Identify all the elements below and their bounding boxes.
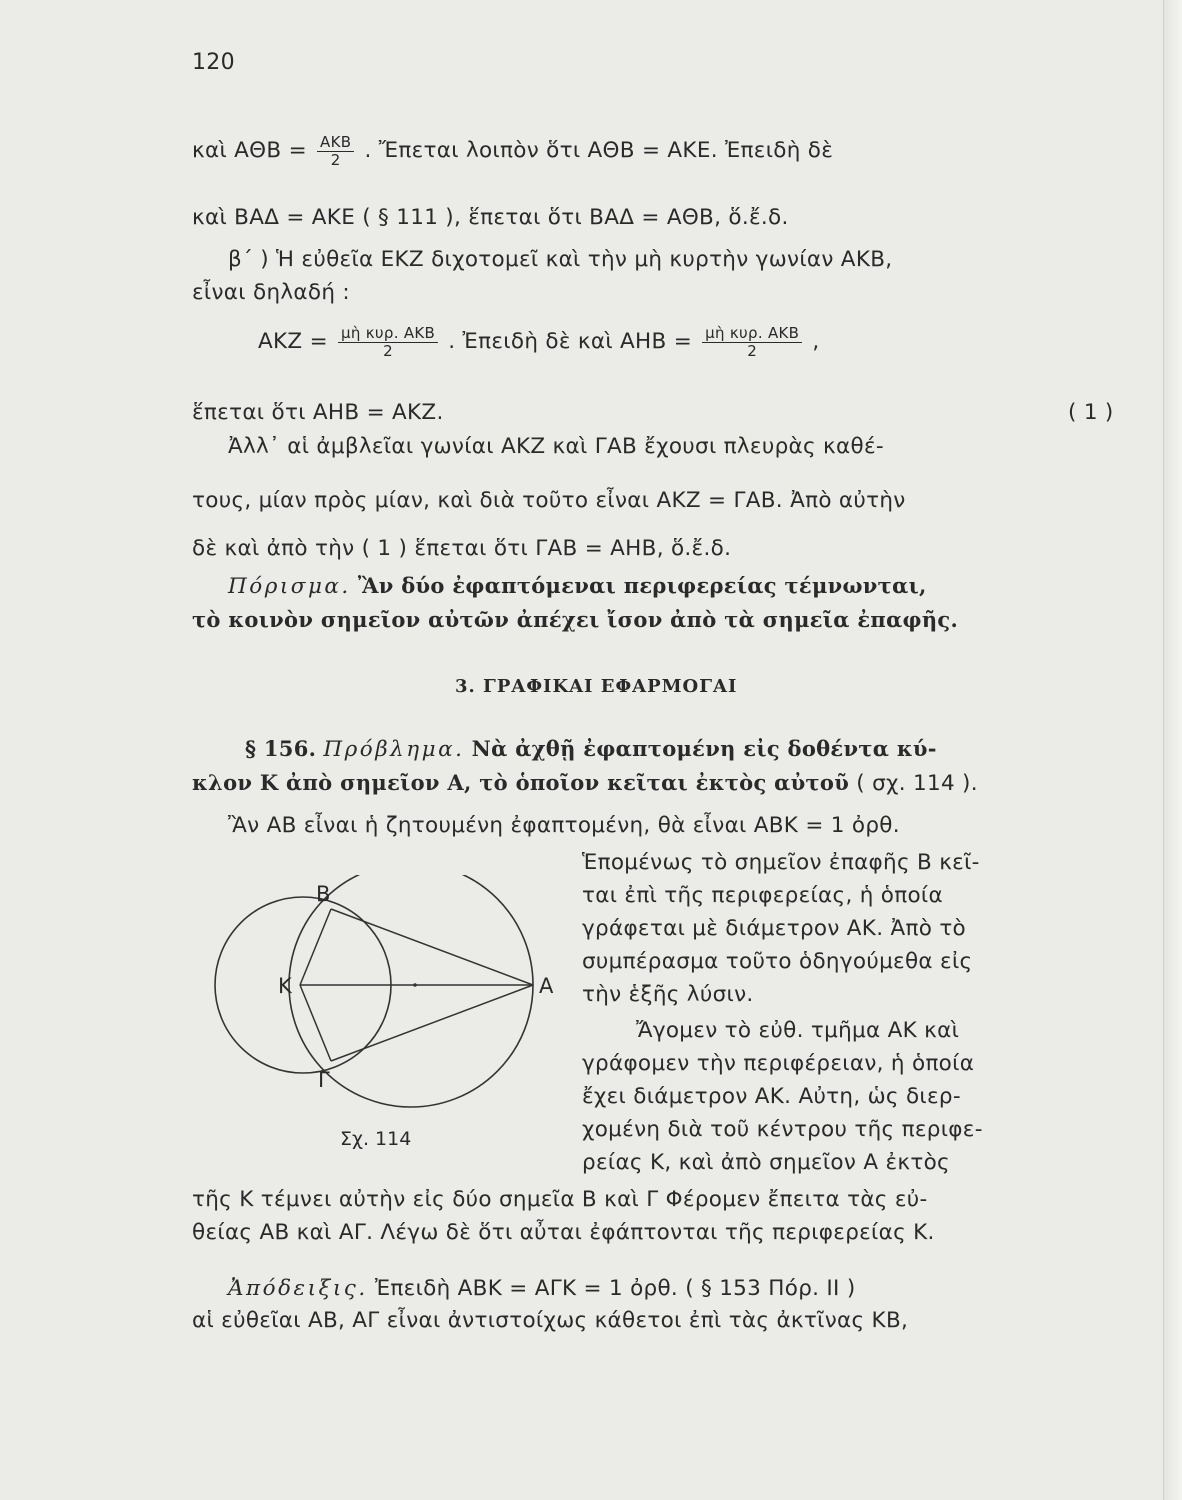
text-line-12 (245, 736, 937, 762)
section-heading: 3. ΓΡΑΦΙΚΑΙ ΕΦΑΡΜΟΓΑΙ (455, 676, 738, 697)
problem-text-2: κλον Κ ἀπὸ σημεῖον Α, τὸ ὁποῖον κεῖται ἐκτὸς αὐτοῦ (192, 770, 850, 795)
page-edge (1163, 0, 1182, 1500)
text-line-14: Ἂν ΑΒ εἶναι ἡ ζητουμένη ἐφαπτομένη, θὰ εἶναι ΑΒΚ = 1 ὀρθ. (228, 813, 900, 838)
radius-kg (300, 985, 331, 1061)
text-line-18: αἱ εὐθεῖαι ΑΒ, ΑΓ εἶναι ἀντιστοίχως κάθετοι ἐπὶ τὰς ἀκτῖνας ΚΒ, (192, 1308, 909, 1333)
text-line-16: θείας ΑΒ καὶ ΑΓ. Λέγω δὲ ὅτι αὖται ἐφάπτονται τῆς περιφερείας Κ. (192, 1220, 935, 1245)
line-5-part-b: . Ἐπειδὴ δὲ καὶ ΑΗΒ = (448, 329, 693, 354)
right-col-line-7: γράφομεν τὴν περιφέρειαν, ἡ ὁποία (582, 1051, 975, 1076)
right-col-line-4: συμπέρασμα τοῦτο ὁδηγούμεθα εἰς (582, 949, 973, 974)
problem-label: Πρόβλημα. (323, 737, 465, 762)
fraction-2-denominator: 2 (747, 341, 758, 360)
problem-text-1: Νὰ ἀχθῇ ἐφαπτομένη εἰς δοθέντα κύ- (471, 736, 937, 761)
text-line-3: β΄ ) Ἡ εὐθεῖα ΕΚΖ διχοτομεῖ καὶ τὴν μὴ κυρτὴν γωνίαν ΑΚΒ, (228, 247, 893, 272)
figure-114 (208, 875, 568, 1115)
right-col-line-8: ἔχει διάμετρον ΑΚ. Αὐτη, ὡς διερ- (582, 1084, 961, 1109)
tangent-ab (331, 909, 533, 985)
page-number: 120 (192, 50, 235, 75)
corollary-label: Πόρισμα. (228, 574, 351, 599)
label-g: Γ (318, 1068, 330, 1092)
line-1-part-b: . Ἔπεται λοιπὸν ὅτι ΑΘΒ = ΑΚΕ. Ἐπειδὴ δὲ (364, 138, 834, 163)
center-point (413, 983, 417, 987)
fraction-1-denominator: 2 (383, 341, 393, 360)
line-1-part-a: καὶ ΑΘΒ = (192, 138, 307, 163)
line-5-part-c: , (812, 329, 820, 354)
right-col-line-9: χομένη διὰ τοῦ κέντρου τῆς περιφε- (582, 1117, 983, 1142)
fraction-2 (702, 325, 802, 359)
fraction-numerator: ΑΚΒ (317, 134, 354, 152)
equation-ref-1: ( 1 ) (1068, 400, 1114, 425)
right-col-line-3: γράφεται μὲ διάμετρον ΑΚ. Ἀπὸ τὸ (582, 916, 967, 941)
text-line-5 (258, 325, 820, 359)
text-line-9: δὲ καὶ ἀπὸ τὴν ( 1 ) ἕπεται ὅτι ΓΑΒ = ΑΗΒ, ὅ.ἔ.δ. (192, 536, 732, 561)
text-line-10 (228, 573, 927, 599)
label-k: Κ (278, 974, 292, 998)
fraction-1-numerator: μὴ κυρ. ΑΚΒ (338, 325, 438, 343)
line-5-part-a: ΑΚΖ = (258, 329, 328, 354)
right-col-line-1: Ἑπομένως τὸ σημεῖον ἐπαφῆς Β κεῖ- (582, 850, 980, 875)
fraction-akb-2 (317, 134, 354, 168)
text-line-13 (192, 770, 978, 796)
fraction-2-numerator: μὴ κυρ. ΑΚΒ (702, 325, 802, 343)
text-line-4: εἶναι δηλαδή : (192, 280, 350, 305)
proof-text: Ἐπειδὴ ΑΒΚ = ΑΓΚ = 1 ὀρθ. ( § 153 Πόρ. ΙΙ ) (374, 1276, 856, 1301)
radius-kb (300, 909, 331, 985)
right-col-line-2: ται ἐπὶ τῆς περιφερείας, ἡ ὁποία (582, 883, 943, 908)
text-line-1 (192, 134, 833, 168)
label-b: Β (316, 882, 331, 906)
label-a: Α (539, 974, 554, 998)
right-col-line-10: ρείας Κ, καὶ ἀπὸ σημεῖον Α ἐκτὸς (582, 1150, 950, 1175)
right-col-line-5: τὴν ἑξῆς λύσιν. (582, 982, 754, 1007)
paragraph-number: § 156. (245, 736, 317, 761)
figure-reference: ( σχ. 114 ). (856, 771, 978, 796)
proof-label: Ἀπόδειξις. (228, 1276, 368, 1301)
right-col-line-6: Ἄγομεν τὸ εὐθ. τμῆμα ΑΚ καὶ (636, 1018, 960, 1043)
figure-caption: Σχ. 114 (340, 1128, 412, 1150)
tangent-ag (331, 985, 533, 1061)
text-line-2: καὶ ΒΑΔ = ΑΚΕ ( § 111 ), ἕπεται ὅτι ΒΑΔ = ΑΘΒ, ὅ.ἔ.δ. (192, 205, 789, 230)
fraction-1 (338, 325, 438, 359)
corollary-text: Ἂν δύο ἐφαπτόμεναι περιφερείας τέμνωνται, (357, 573, 927, 598)
text-line-17 (228, 1276, 856, 1301)
text-line-7: Ἀλλ᾽ αἱ ἀμβλεῖαι γωνίαι ΑΚΖ καὶ ΓΑΒ ἔχουσι πλευρὰς καθέ- (228, 434, 884, 459)
text-line-6: ἕπεται ὅτι ΑΗΒ = ΑΚΖ. (192, 400, 444, 425)
text-line-11: τὸ κοινὸν σημεῖον αὐτῶν ἀπέχει ἴσον ἀπὸ τὰ σημεῖα ἐπαφῆς. (192, 607, 959, 632)
text-line-15: τῆς Κ τέμνει αὐτὴν εἰς δύο σημεῖα Β καὶ Γ Φέρομεν ἔπειτα τὰς εὐ- (192, 1187, 928, 1212)
text-line-8: τους, μίαν πρὸς μίαν, καὶ διὰ τοῦτο εἶναι ΑΚΖ = ΓΑΒ. Ἀπὸ αὐτὴν (192, 488, 906, 513)
fraction-denominator: 2 (330, 150, 341, 169)
